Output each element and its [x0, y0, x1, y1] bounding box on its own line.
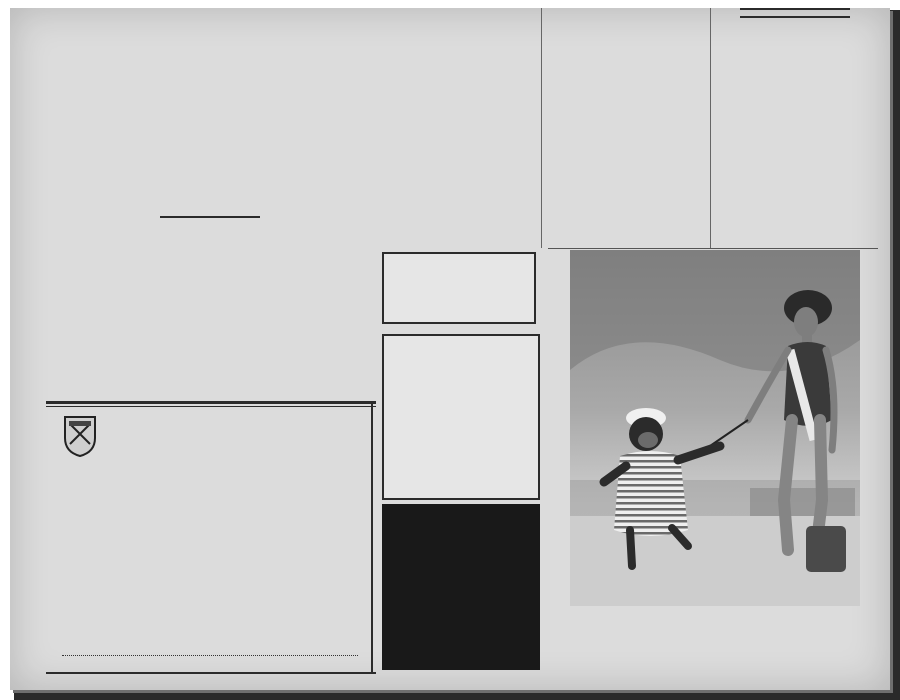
staff-box — [46, 406, 376, 674]
column-rule — [548, 248, 878, 249]
miniature-golf-ad — [382, 504, 540, 670]
column-rule — [710, 8, 711, 248]
col4-article — [716, 8, 874, 21]
quill-scroll-ad — [382, 252, 536, 324]
staff-top-rule — [46, 401, 376, 404]
staff-right-rule — [371, 404, 373, 674]
letter2-col-a — [46, 222, 206, 225]
letter2-col-b — [216, 220, 374, 222]
divider — [740, 8, 850, 10]
divider — [160, 216, 260, 218]
staff-bottom-rule — [46, 672, 376, 674]
page-shadow-right — [890, 10, 900, 700]
chimp-photo — [570, 250, 860, 606]
advisor-row — [60, 655, 360, 659]
page-shadow-bottom — [14, 690, 900, 700]
leader-dots — [62, 655, 358, 656]
bag — [806, 526, 846, 572]
newspaper-page — [10, 8, 890, 690]
school-crest-icon — [62, 414, 98, 458]
salon-marquis-ad — [382, 334, 540, 500]
divider — [740, 16, 850, 18]
column-rule — [541, 8, 542, 248]
photo-illustration — [570, 250, 860, 606]
